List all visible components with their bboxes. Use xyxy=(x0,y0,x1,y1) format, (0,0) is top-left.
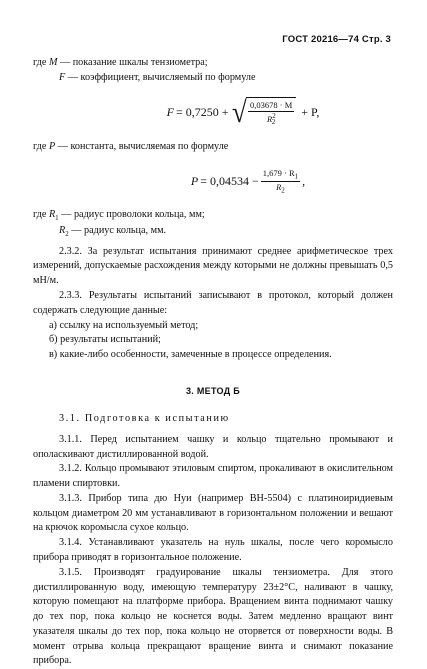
list-item-b: б) результаты испытаний; xyxy=(49,334,161,346)
list-item-c: в) какие-либо особенности, замеченные в процессе определения. xyxy=(49,349,332,361)
definition-f: F — коэффициент, вычисляемый по формуле xyxy=(59,71,256,83)
page-content xyxy=(33,56,393,669)
formula-f: F = 0,7250 + √ $\frac{0,03678 \cdot M}{R^2_2}$ + P, xyxy=(166,95,320,129)
section-title: 3. МЕТОД Б xyxy=(185,385,241,396)
page-header: ГОСТ 20216—74 Стр. 3 xyxy=(282,34,391,45)
definitions-block-1 xyxy=(33,56,393,86)
paragraph-2-3-3: 2.3.3. Результаты испытаний записывают в протокол, который должен содержать следующие данные: xyxy=(33,290,393,316)
paragraph-3-1-5: 3.1.5. Производят градуирование шкалы тензиометра. Для этого дистиллированную воду, имеющую температуру 23±2°С, наливают в чашку, которую помещают на платформе прибора. Вращением винта поднимают чашку до тех пор, пока кольцо не коснется воды. Затем медленно вращают винт указателя шкалы до тех пор, пока кольцо не оторвется от поверхности воды. В момент отрыва кольца прекращают вращение винта и снимают показание прибора. xyxy=(33,566,393,667)
definitions-block-3 xyxy=(33,208,393,238)
paragraph-3-1-3: 3.1.3. Прибор типа дю Нуи (например ВН-5504) с платиноиридиевым кольцом диаметром 20 мм устанавливают в горизонтальном положении и вешают на крючок коромысла сухое кольцо. xyxy=(33,492,393,534)
definition-m: где M — показание шкалы тензиометра; xyxy=(33,57,208,68)
definition-p: где P — константа, вычисляемая по формуле xyxy=(33,140,229,152)
subsection-title: 3.1. Подготовка к испытанию xyxy=(59,412,230,424)
fraction-f: $\frac{0,03678 \cdot M}{R^2_2}$ xyxy=(249,100,293,127)
fraction-p: $\frac{1,679 \cdot R_1}{R_2}$ xyxy=(262,167,299,195)
definition-r1: где $R_1$ — радиус проволоки кольца, мм; xyxy=(33,209,205,223)
paragraph-2-3-2: 2.3.2. За результат испытания принимают среднее арифметическое трех измерений, допускаемые расхождения между которыми не должны превышать 0,5 мН/м. xyxy=(33,245,393,287)
list-item-a: а) ссылку на используемый метод; xyxy=(49,319,199,331)
paragraph-3-1-4: 3.1.4. Устанавливают указатель на нуль шкалы, после чего коромысло прибора приводят в горизонтальное положение. xyxy=(33,537,393,564)
paragraph-3-1-1: 3.1.1. Перед испытанием чашку и кольцо тщательно промывают и ополаскивают дистиллированной водой. xyxy=(33,433,393,460)
sqrt-sign: √ $\frac{0,03678 \cdot M}{R^2_2}$ xyxy=(231,97,297,129)
formula-p: P = 0,04534 − $\frac{1,679 \cdot R_1}{R_2}$ , xyxy=(190,167,306,195)
definition-r2: $R_2$ — радиус кольца, мм. xyxy=(59,224,167,238)
paragraph-3-1-2: 3.1.2. Кольцо промывают этиловым спиртом, прокаливают в окислительном пламени спиртовки. xyxy=(33,463,393,490)
